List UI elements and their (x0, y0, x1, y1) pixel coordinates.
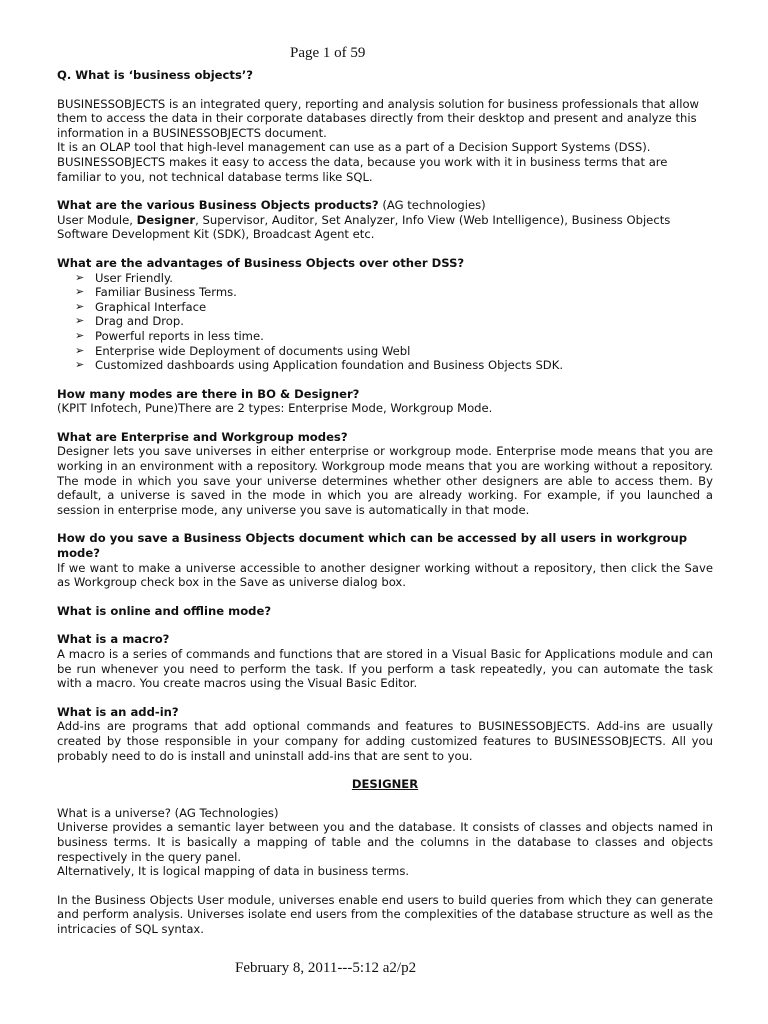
list-item (75, 358, 713, 373)
list-item (75, 344, 713, 359)
question-heading: What is a universe? (AG Technologies) (57, 805, 279, 820)
paragraph: It is an OLAP tool that high-level management can use as a part of a Decision Support Systems (DSS). (57, 140, 651, 155)
arrow-bullet-icon: ➢ (75, 285, 85, 299)
list-item-text: Enterprise wide Deployment of documents using Webl (95, 343, 411, 358)
arrow-bullet-icon: ➢ (75, 299, 85, 313)
question-heading: What is a macro? (57, 632, 170, 647)
list-item-text: Drag and Drop. (95, 314, 184, 329)
paragraph: BUSINESSOBJECTS makes it easy to access the data, because you work with it in business terms that are familiar to you, not technical database terms like SQL. (57, 154, 668, 184)
list-item (75, 271, 713, 286)
list-item-text: User Friendly. (95, 270, 173, 285)
question-heading: What are the advantages of Business Objects over other DSS? (57, 255, 465, 270)
paragraph: Add-ins are programs that add optional commands and features to BUSINESSOBJECTS. Add-ins are usually created by those responsible in your company for adding customized features to BUSINESSOBJECTS. All you probably need to do is install and uninstall add-ins that are sent to you. (57, 719, 713, 763)
arrow-bullet-icon: ➢ (75, 328, 85, 342)
question-heading: What are Enterprise and Workgroup modes? (57, 429, 348, 444)
paragraph: A macro is a series of commands and functions that are stored in a Visual Basic for Applications module and can be run whenever you need to perform the task. If you perform a task repeatedly, you can automate the task with a macro. You create macros using the Visual Basic Editor. (57, 647, 713, 691)
paragraph: Universe provides a semantic layer between you and the database. It consists of classes and objects named in business terms. It is basically a mapping of table and the columns in the database to classes and objects respectively in the query panel. (57, 820, 713, 864)
question-source: (AG technologies) (378, 198, 486, 213)
answer-text: , Supervisor, Auditor, Set Analyzer, Info View (Web Intelligence), Business Objects Software Development Kit (SDK), Broadcast Agent etc. (57, 212, 671, 242)
arrow-bullet-icon: ➢ (75, 343, 85, 357)
list-item (75, 314, 713, 329)
paragraph: If we want to make a universe accessible to another designer working without a repository, then click the Save as Workgroup check box in the Save as universe dialog box. (57, 560, 713, 590)
date-footer: February 8, 2011---5:12 a2/p2 (235, 960, 417, 976)
paragraph: Designer lets you save universes in either enterprise or workgroup mode. Enterprise mode means that you are working in an environment with a repository. Workgroup mode means that you are working without a repository. The mode in which you save your universe determines whether other designers are able to access them. By default, a universe is saved in the mode in which you are already working. For example, if you launched a session in enterprise mode, any universe you save is automatically in that mode. (57, 444, 713, 517)
paragraph: (KPIT Infotech, Pune)There are 2 types: Enterprise Mode, Workgroup Mode. (57, 401, 493, 416)
advantages-list (57, 271, 713, 373)
list-item (75, 285, 713, 300)
arrow-bullet-icon: ➢ (75, 270, 85, 284)
section-heading: DESIGNER (351, 777, 419, 792)
paragraph: Alternatively, It is logical mapping of data in business terms. (57, 864, 410, 879)
question-heading: What are the various Business Objects products? (57, 198, 379, 213)
paragraph: BUSINESSOBJECTS is an integrated query, reporting and analysis solution for business professionals that allow them to access the data in their corporate databases directly from their desktop and present and analyze this information in a BUSINESSOBJECTS document. (57, 96, 700, 140)
list-item-text: Familiar Business Terms. (95, 285, 237, 300)
question-heading: How many modes are there in BO & Designer? (57, 386, 360, 401)
list-item-text: Customized dashboards using Application foundation and Business Objects SDK. (95, 358, 564, 373)
list-item (75, 300, 713, 315)
paragraph (57, 213, 713, 242)
arrow-bullet-icon: ➢ (75, 358, 85, 372)
question-heading: Q. What is ‘business objects’? (57, 68, 253, 82)
arrow-bullet-icon: ➢ (75, 314, 85, 328)
question-heading: What is online and offline mode? (57, 603, 272, 618)
question-heading-line (57, 198, 713, 213)
list-item-text: Powerful reports in less time. (95, 328, 264, 343)
question-heading: How do you save a Business Objects document which can be accessed by all users in workgroup mode? (57, 531, 687, 561)
list-item-text: Graphical Interface (95, 299, 207, 314)
question-heading: What is an add-in? (57, 704, 179, 719)
document-content (57, 68, 713, 937)
answer-text: User Module, (57, 212, 137, 227)
paragraph: In the Business Objects User module, universes enable end users to build queries from which they can generate and perform analysis. Universes isolate end users from the complexities of the database structure as well as the intricacies of SQL syntax. (57, 892, 713, 936)
answer-bold-text: Designer (136, 212, 196, 227)
list-item (75, 329, 713, 344)
page-number-header: Page 1 of 59 (290, 45, 366, 61)
